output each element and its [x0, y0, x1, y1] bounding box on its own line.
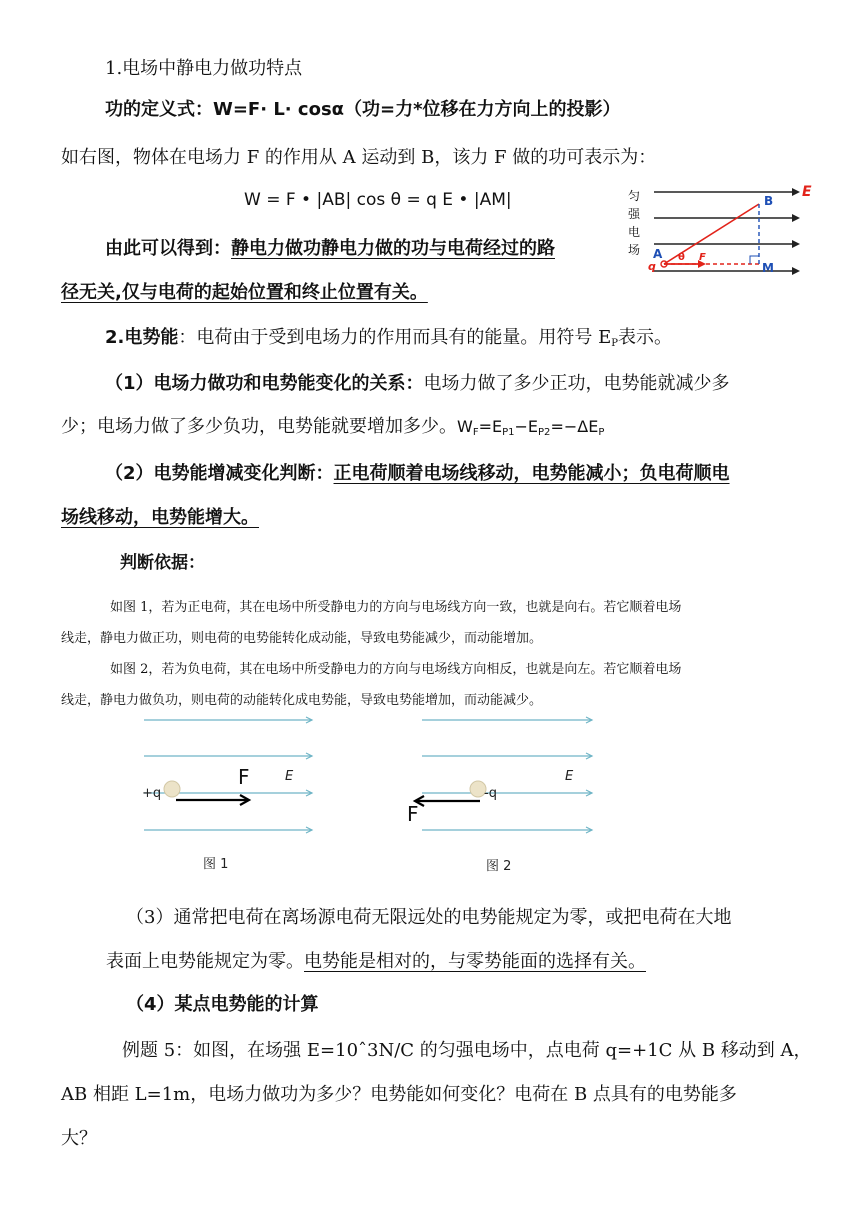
section4-heading: （4）某点电势能的计算 — [126, 994, 319, 1015]
section1-heading: 1.电场中静电力做功特点 — [105, 58, 303, 79]
fig2-charge-label: -q — [484, 786, 497, 801]
example-line2: AB 相距 L=1m，电场力做功为多少？电势能如何变化？电荷在 B 点具有的电势能多 — [61, 1084, 737, 1105]
basis-line4: 线走，静电力做负功，则电荷的动能转化成电势能，导致电势能增加，而动能减少。 — [61, 693, 543, 708]
work-definition: 功的定义式：W=F· L· cosα（功=力*位移在力方向上的投影） — [105, 99, 621, 120]
fig2-caption: 图 2 — [486, 859, 512, 874]
fig1-caption: 图 1 — [203, 857, 229, 872]
charge-q-label: q — [648, 260, 656, 273]
uniform-field-figure — [620, 180, 820, 280]
section2-heading: 2.电势能 — [105, 327, 179, 348]
work-formula: W = F • |AB| cos θ = q E • |AM| — [244, 190, 512, 210]
section2-sub: P — [611, 338, 618, 349]
section2-tail: 表示。 — [617, 327, 672, 348]
fig1-charge-label: +q — [142, 786, 162, 801]
section2-line — [105, 323, 672, 349]
relation-text2: 少；电场力做了多少负功，电势能就要增加多少。 — [61, 416, 457, 437]
relation-equation: $W_F=E_{P1}-E_{P2}=-\Delta E_P$ — [457, 417, 605, 438]
conclusion-line1 — [105, 234, 555, 260]
point-B-label: B — [764, 194, 774, 208]
conclusion-lead: 由此可以得到： — [105, 238, 231, 259]
zero-reference-line2 — [106, 947, 646, 973]
point-M-label: M — [762, 261, 774, 275]
relation-line2 — [61, 412, 604, 438]
basis-line2: 线走，静电力做正功，则电荷的电势能转化成动能，导致电势能减少，而动能增加。 — [61, 631, 543, 646]
fig1-force-label: F — [238, 765, 250, 789]
example-line3: 大？ — [61, 1128, 97, 1149]
relation-lead: （1）电场力做功和电势能变化的关系： — [105, 373, 424, 394]
right-angle-mark — [750, 256, 759, 264]
theta-label: θ — [678, 252, 685, 263]
conclusion-underlined-2: 径无关,仅与电荷的起始位置和终止位置有关。 — [61, 282, 428, 303]
relation-text1: 电场力做了多少正功，电势能就减少多 — [423, 373, 730, 394]
field-label-char-2: 强 — [628, 207, 641, 221]
zero-reference-line1: （3）通常把电荷在离场源电荷无限远处的电势能规定为零，或把电荷在大地 — [126, 907, 732, 928]
judgement-lead: （2）电势能增减变化判断： — [105, 463, 334, 484]
basis-line1: 如图 1，若为正电荷，其在电场中所受静电力的方向与电场线方向一致，也就是向右。若它顺着电场 — [110, 600, 682, 615]
conclusion-underlined-1: 静电力做功静电力做的功与电荷经过的路 — [231, 238, 555, 259]
fig1-positive-charge — [164, 781, 180, 797]
basis-title: 判断依据： — [120, 553, 205, 573]
relation-line1 — [105, 369, 730, 395]
field-label-char-3: 电 — [628, 225, 641, 239]
intro-text: 如右图，物体在电场力 F 的作用从 A 运动到 B，该力 F 做的功可表示为： — [61, 147, 657, 168]
judgement-underlined-2: 场线移动，电势能增大。 — [61, 507, 259, 528]
field-E-label: E — [802, 184, 812, 200]
force-F-label: F — [699, 252, 706, 263]
section2-text: ：电荷由于受到电场力的作用而具有的能量。用符号 E — [178, 327, 612, 348]
zero-reference-underlined: 电势能是相对的，与零势能面的选择有关。 — [304, 951, 646, 972]
judgement-underlined-1: 正电荷顺着电场线移动，电势能减小；负电荷顺电 — [333, 463, 730, 484]
judgement-line1 — [105, 459, 730, 485]
example-line1: 例题 5：如图，在场强 E=10ˆ3N/C 的匀强电场中，点电荷 q=+1C 从 B 移动到 A， — [122, 1040, 812, 1061]
figure-1 — [140, 710, 330, 880]
figure-2 — [400, 710, 610, 880]
basis-line3: 如图 2，若为负电荷，其在电场中所受静电力的方向与电场线方向相反，也就是向左。若它顺着电场 — [110, 662, 682, 677]
zero-reference-text2: 表面上电势能规定为零。 — [106, 951, 304, 972]
fig2-field-label: E — [565, 769, 574, 784]
field-label-char-4: 场 — [628, 243, 641, 257]
fig2-force-label: F — [407, 802, 419, 826]
fig1-field-label: E — [285, 769, 294, 784]
field-label-char-1: 匀 — [628, 189, 641, 203]
point-A-label: A — [653, 247, 663, 261]
